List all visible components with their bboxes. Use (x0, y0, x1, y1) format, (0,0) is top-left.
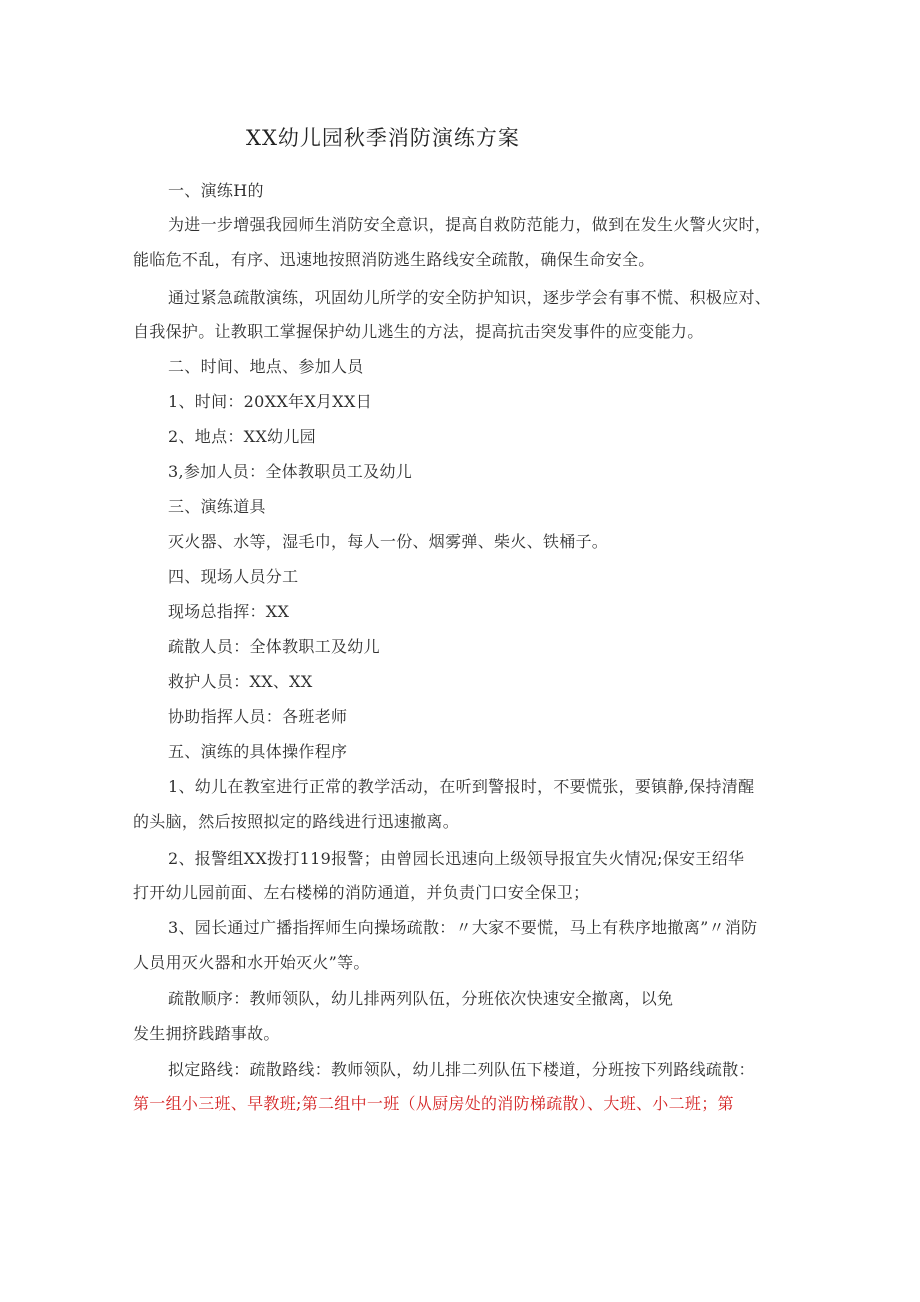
paragraph-line: 发生拥挤践踏事故。 (133, 1024, 280, 1043)
paragraph-line: 自我保护。让教职工掌握保护幼儿逃生的方法，提高抗击突发事件的应变能力。 (133, 322, 704, 341)
paragraph-line: 疏散顺序：教师领队，幼儿排两列队伍，分班依次快速安全撤离，以免 (168, 989, 674, 1008)
paragraph-line: 2、报警组XX拨打119报警；由曾园长迅速向上级领导报宜失火情况;保安王绍华 (168, 849, 745, 868)
paragraph-line: 灭火器、水等，湿毛巾，每人一份、烟雾弹、柴火、铁桶子。 (168, 532, 609, 551)
list-item-commander: 现场总指挥：XX (168, 602, 290, 621)
paragraph-line: 3、园长通过广播指挥师生向操场疏散：〃大家不要慌，马上有秩序地撤离”〃消防 (168, 918, 758, 937)
section-heading-2: 二、时间、地点、参加人员 (168, 357, 364, 376)
list-item-participants: 3,参加人员：全体教职员工及幼儿 (168, 462, 413, 481)
paragraph-line: 1、幼儿在教室进行正常的教学活动，在听到警报时，不要慌张，要镇静,保持清醒 (168, 777, 755, 796)
paragraph-line: 的头脑，然后按照拟定的路线进行迅速撤离。 (133, 812, 460, 831)
list-item-evacuation: 疏散人员：全体教职工及幼儿 (168, 637, 380, 656)
list-item-assist: 协助指挥人员：各班老师 (168, 707, 348, 726)
section-heading-4: 四、现场人员分工 (168, 567, 299, 586)
paragraph-line: 拟定路线：疏散路线：教师领队，幼儿排二列队伍下楼道，分班按下列路线疏散： (168, 1060, 755, 1079)
section-heading-3: 三、演练道具 (168, 497, 266, 516)
paragraph-line: 能临危不乱，有序、迅速地按照消防逃生路线安全疏散，确保生命安全。 (133, 250, 655, 269)
highlighted-route-line: 第一组小三班、早教班;第二组中一班（从厨房处的消防梯疏散）、大班、小二班；第 (133, 1094, 734, 1113)
section-heading-1: 一、演练H的 (168, 181, 264, 200)
section-heading-5: 五、演练的具体操作程序 (168, 742, 348, 761)
list-item-time: 1、时间：20XX年X月XX日 (168, 392, 372, 411)
list-item-location: 2、地点：XX幼儿园 (168, 427, 316, 446)
paragraph-line: 通过紧急疏散演练，巩固幼儿所学的安全防护知识，逐步学会有事不慌、积极应对、 (168, 288, 772, 307)
document-title: XX幼儿园秋季消防演练方案 (246, 126, 520, 150)
paragraph-line: 打开幼儿园前面、左右楼梯的消防通道，并负责门口安全保卫； (133, 883, 590, 902)
paragraph-line: 为进一步增强我园师生消防安全意识，提高自救防范能力，做到在发生火警火灾时， (168, 215, 772, 234)
paragraph-line: 人员用灭火器和水开始灭火”等。 (133, 953, 370, 972)
list-item-rescue: 救护人员：XX、XX (168, 672, 313, 691)
